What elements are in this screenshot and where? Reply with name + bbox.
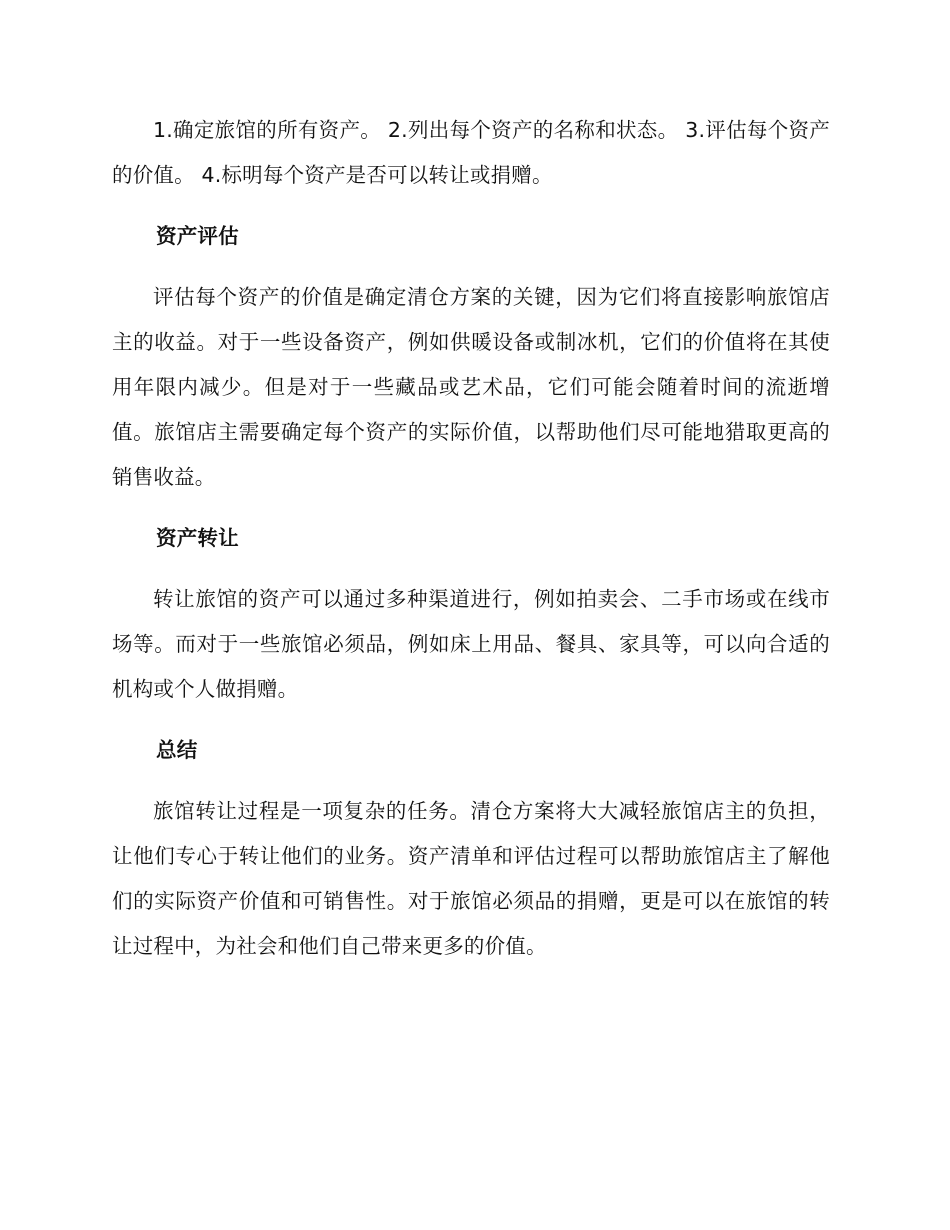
section-heading-asset-evaluation: 资产评估 xyxy=(156,224,239,248)
section-heading-asset-transfer: 资产转让 xyxy=(156,526,239,550)
section-heading-summary: 总结 xyxy=(156,738,198,762)
intro-paragraph: 1.确定旅馆的所有资产。 2.列出每个资产的名称和状态。 3.评估每个资产的价值。 4.标明每个资产是否可以转让或捐赠。 xyxy=(112,118,830,187)
section-paragraph-summary: 旅馆转让过程是一项复杂的任务。清仓方案将大大减轻旅馆店主的负担，让他们专心于转让他们的业务。资产清单和评估过程可以帮助旅馆店主了解他们的实际资产价值和可销售性。对于旅馆必须品的捐赠，更是可以在旅馆的转让过程中，为社会和他们自己带来更多的价值。 xyxy=(112,799,830,958)
section-summary xyxy=(112,728,830,969)
section-paragraph-asset-transfer: 转让旅馆的资产可以通过多种渠道进行，例如拍卖会、二手市场或在线市场等。而对于一些旅馆必须品，例如床上用品、餐具、家具等，可以向合适的机构或个人做捐赠。 xyxy=(112,587,830,701)
section-paragraph-asset-evaluation: 评估每个资产的价值是确定清仓方案的关键，因为它们将直接影响旅馆店主的收益。对于一些设备资产，例如供暖设备或制冰机，它们的价值将在其使用年限内减少。但是对于一些藏品或艺术品，它们可能会随着时间的流逝增值。旅馆店主需要确定每个资产的实际价值，以帮助他们尽可能地猎取更高的销售收益。 xyxy=(112,285,830,489)
section-asset-transfer xyxy=(112,516,830,712)
section-asset-evaluation xyxy=(112,214,830,500)
